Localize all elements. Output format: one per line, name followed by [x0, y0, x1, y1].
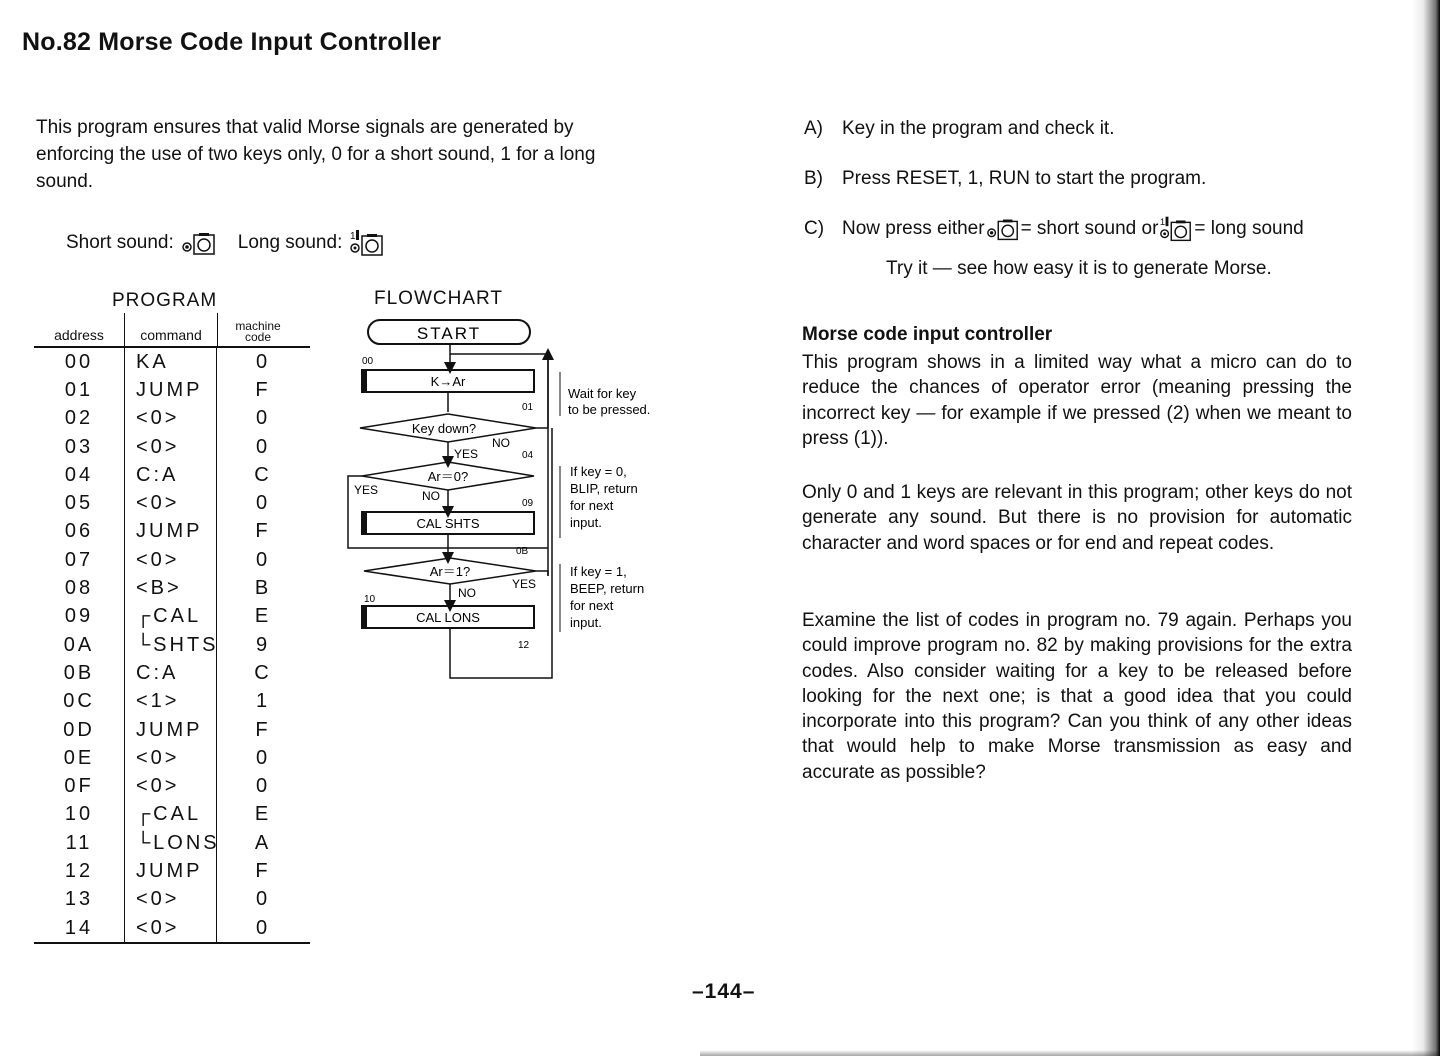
table-row — [34, 489, 310, 517]
cell-code: 0 — [255, 492, 271, 515]
try-it-text: Try it — see how easy it is to generate Morse. — [886, 258, 1272, 279]
cell-address: 04 — [64, 463, 94, 486]
cell-command: <0> — [136, 407, 180, 430]
svg-text:CAL LONS: CAL LONS — [416, 610, 480, 625]
cell-code: E — [254, 803, 272, 826]
cell-code: C — [254, 661, 272, 684]
section-heading: Morse code input controller — [802, 324, 1053, 345]
cell-code: 0 — [255, 350, 271, 373]
cell-address: 06 — [64, 520, 94, 543]
cell-address: 0F — [64, 775, 94, 798]
cell-code: F — [255, 718, 271, 741]
cell-code: F — [255, 378, 271, 401]
cell-command: <0> — [136, 548, 180, 571]
cell-address: 14 — [64, 916, 94, 939]
svg-text:1: 1 — [350, 231, 356, 242]
svg-text:BEEP, return: BEEP, return — [570, 581, 645, 596]
svg-text:NO: NO — [492, 436, 510, 450]
flowchart — [340, 316, 700, 686]
paragraph-1: This program shows in a limited way what a micro can do to reduce the chances of operator error (meaning pressing the incorrect key — for example if we pressed (2) when we meant to press (1)). — [802, 352, 1352, 449]
sound-legend — [66, 228, 386, 258]
note-key-0: If key = 0, — [570, 464, 627, 479]
cell-command: <0> — [136, 435, 180, 458]
step-c: C) Now press either = short sound or 1 = long sound — [804, 204, 1304, 254]
table-row — [34, 631, 310, 659]
svg-text:K→Ar: K→Ar — [430, 374, 466, 389]
cell-command: JUMP — [136, 520, 203, 543]
cell-address: 08 — [64, 577, 94, 600]
table-row — [34, 716, 310, 744]
cell-command: ┌CAL — [136, 605, 202, 628]
page-title: No.82 Morse Code Input Controller — [22, 28, 442, 56]
cell-address: 07 — [64, 548, 94, 571]
cell-command: C:A — [136, 661, 179, 684]
table-row — [34, 829, 310, 857]
svg-text:YES: YES — [454, 447, 479, 461]
cell-code: 0 — [255, 916, 271, 939]
svg-text:10: 10 — [364, 594, 376, 605]
cell-code: F — [255, 859, 271, 882]
cell-address: 00 — [64, 350, 94, 373]
cell-address: 0B — [63, 661, 95, 684]
col-address: address — [54, 327, 104, 343]
cell-command: <B> — [136, 577, 182, 600]
short-sound-label: Short sound: — [66, 232, 174, 253]
cell-command: └LONS — [136, 831, 220, 854]
cell-address: 0D — [63, 718, 95, 741]
cell-command: <0> — [136, 492, 180, 515]
svg-text:00: 00 — [362, 356, 374, 367]
svg-text:input.: input. — [570, 615, 602, 630]
svg-text:Ar＝1?: Ar＝1? — [429, 564, 471, 579]
table-row — [34, 546, 310, 574]
cell-address: 05 — [64, 492, 94, 515]
cell-code: C — [254, 463, 272, 486]
paragraph-3: Examine the list of codes in program no. 79 again. Perhaps you could improve program no. 82 by making provisions for the extra codes. Also consider waiting for a key to be released before looking for the next one; is that a good idea that you could incorporate into this program? Can you think of any other ideas that would help to make Morse transmission as easy and accurate as possible? — [802, 610, 1352, 783]
table-row — [34, 574, 310, 602]
cell-address: 03 — [64, 435, 94, 458]
instruction-steps — [804, 104, 1304, 254]
long-sound-label: Long sound: — [237, 232, 343, 253]
cell-code: 0 — [255, 746, 271, 769]
key-1-icon — [348, 228, 386, 258]
cell-code: 0 — [255, 888, 271, 911]
table-row — [34, 772, 310, 800]
cell-address: 11 — [65, 831, 93, 854]
cell-address: 02 — [64, 407, 94, 430]
table-row — [34, 376, 310, 404]
program-table — [34, 314, 310, 944]
cell-address: 13 — [64, 888, 94, 911]
key-1-icon — [1158, 214, 1194, 244]
svg-text:for next: for next — [570, 498, 614, 513]
key-0-icon — [985, 216, 1021, 242]
svg-text:0B: 0B — [516, 546, 529, 557]
svg-text:NO: NO — [458, 586, 476, 600]
svg-text:Key down?: Key down? — [411, 421, 477, 436]
table-row — [34, 518, 310, 546]
cell-address: 10 — [64, 803, 94, 826]
table-row — [34, 886, 310, 914]
key-0-icon — [180, 230, 218, 256]
svg-text:09: 09 — [522, 498, 534, 509]
page-number: –144– — [692, 980, 756, 1003]
cell-command: └SHTS — [136, 633, 219, 656]
cell-address: 0A — [63, 633, 95, 656]
cell-command: <0> — [136, 888, 180, 911]
svg-text:YES: YES — [512, 577, 537, 591]
table-row — [34, 857, 310, 885]
table-row — [34, 914, 310, 942]
svg-text:YES: YES — [354, 483, 379, 497]
cell-command: JUMP — [136, 859, 203, 882]
paragraph-2: Only 0 and 1 keys are relevant in this program; other keys do not generate any sound. But there is no provision for automatic character and word spaces or for end and repeat codes. — [802, 482, 1352, 554]
flowchart-heading: FLOWCHART — [374, 288, 503, 309]
cell-command: KA — [136, 350, 169, 373]
cell-code: 9 — [255, 633, 271, 656]
cell-command: JUMP — [136, 378, 203, 401]
cell-code: 0 — [255, 548, 271, 571]
cell-code: 0 — [255, 407, 271, 430]
svg-text:01: 01 — [522, 402, 534, 413]
table-row — [34, 603, 310, 631]
cell-address: 0E — [63, 746, 95, 769]
cell-address: 0C — [63, 690, 95, 713]
col-machine-code: machine code — [235, 319, 281, 344]
table-row — [34, 405, 310, 433]
note-wait: Wait for key — [568, 386, 637, 401]
step-a: A) Key in the program and check it. — [804, 118, 1115, 139]
svg-text:1: 1 — [1160, 217, 1166, 229]
svg-text:12: 12 — [518, 640, 530, 651]
page-edge-shadow — [1412, 0, 1440, 1056]
svg-text:to be pressed.: to be pressed. — [568, 402, 651, 417]
table-row — [34, 688, 310, 716]
cell-command: JUMP — [136, 718, 203, 741]
svg-text:CAL SHTS: CAL SHTS — [416, 516, 480, 531]
svg-text:NO: NO — [422, 489, 440, 503]
svg-text:input.: input. — [570, 515, 602, 530]
cell-command: <0> — [136, 775, 180, 798]
table-row — [34, 348, 310, 376]
cell-code: 0 — [255, 435, 271, 458]
cell-command: C:A — [136, 463, 179, 486]
intro-paragraph: This program ensures that valid Morse signals are generated by enforcing the use of two keys only, 0 for a short sound, 1 for a long sound. — [36, 117, 596, 192]
note-key-1: If key = 1, — [570, 564, 627, 579]
cell-code: A — [254, 831, 272, 854]
table-row — [34, 744, 310, 772]
cell-command: ┌CAL — [136, 803, 202, 826]
cell-code: 1 — [255, 690, 271, 713]
table-row — [34, 461, 310, 489]
table-row — [34, 433, 310, 461]
cell-command: <1> — [136, 690, 180, 713]
cell-address: 09 — [64, 605, 94, 628]
cell-code: 0 — [255, 775, 271, 798]
svg-text:04: 04 — [522, 450, 534, 461]
cell-command: <0> — [136, 746, 180, 769]
cell-command: <0> — [136, 916, 180, 939]
cell-address: 01 — [64, 378, 94, 401]
svg-text:for next: for next — [570, 598, 614, 613]
table-row — [34, 659, 310, 687]
cell-code: F — [255, 520, 271, 543]
cell-code: B — [254, 577, 272, 600]
svg-text:BLIP, return: BLIP, return — [570, 481, 638, 496]
program-table-body — [34, 348, 310, 944]
cell-address: 12 — [64, 859, 94, 882]
cell-code: E — [254, 605, 272, 628]
step-b: B) Press RESET, 1, RUN to start the program. — [804, 168, 1207, 189]
start-text: START — [416, 324, 482, 343]
program-heading: PROGRAM — [112, 290, 218, 311]
program-table-header — [34, 314, 310, 348]
col-command: command — [124, 313, 218, 346]
svg-text:Ar＝0?: Ar＝0? — [427, 469, 469, 484]
page-bottom-shadow — [700, 1050, 1440, 1056]
table-row — [34, 801, 310, 829]
